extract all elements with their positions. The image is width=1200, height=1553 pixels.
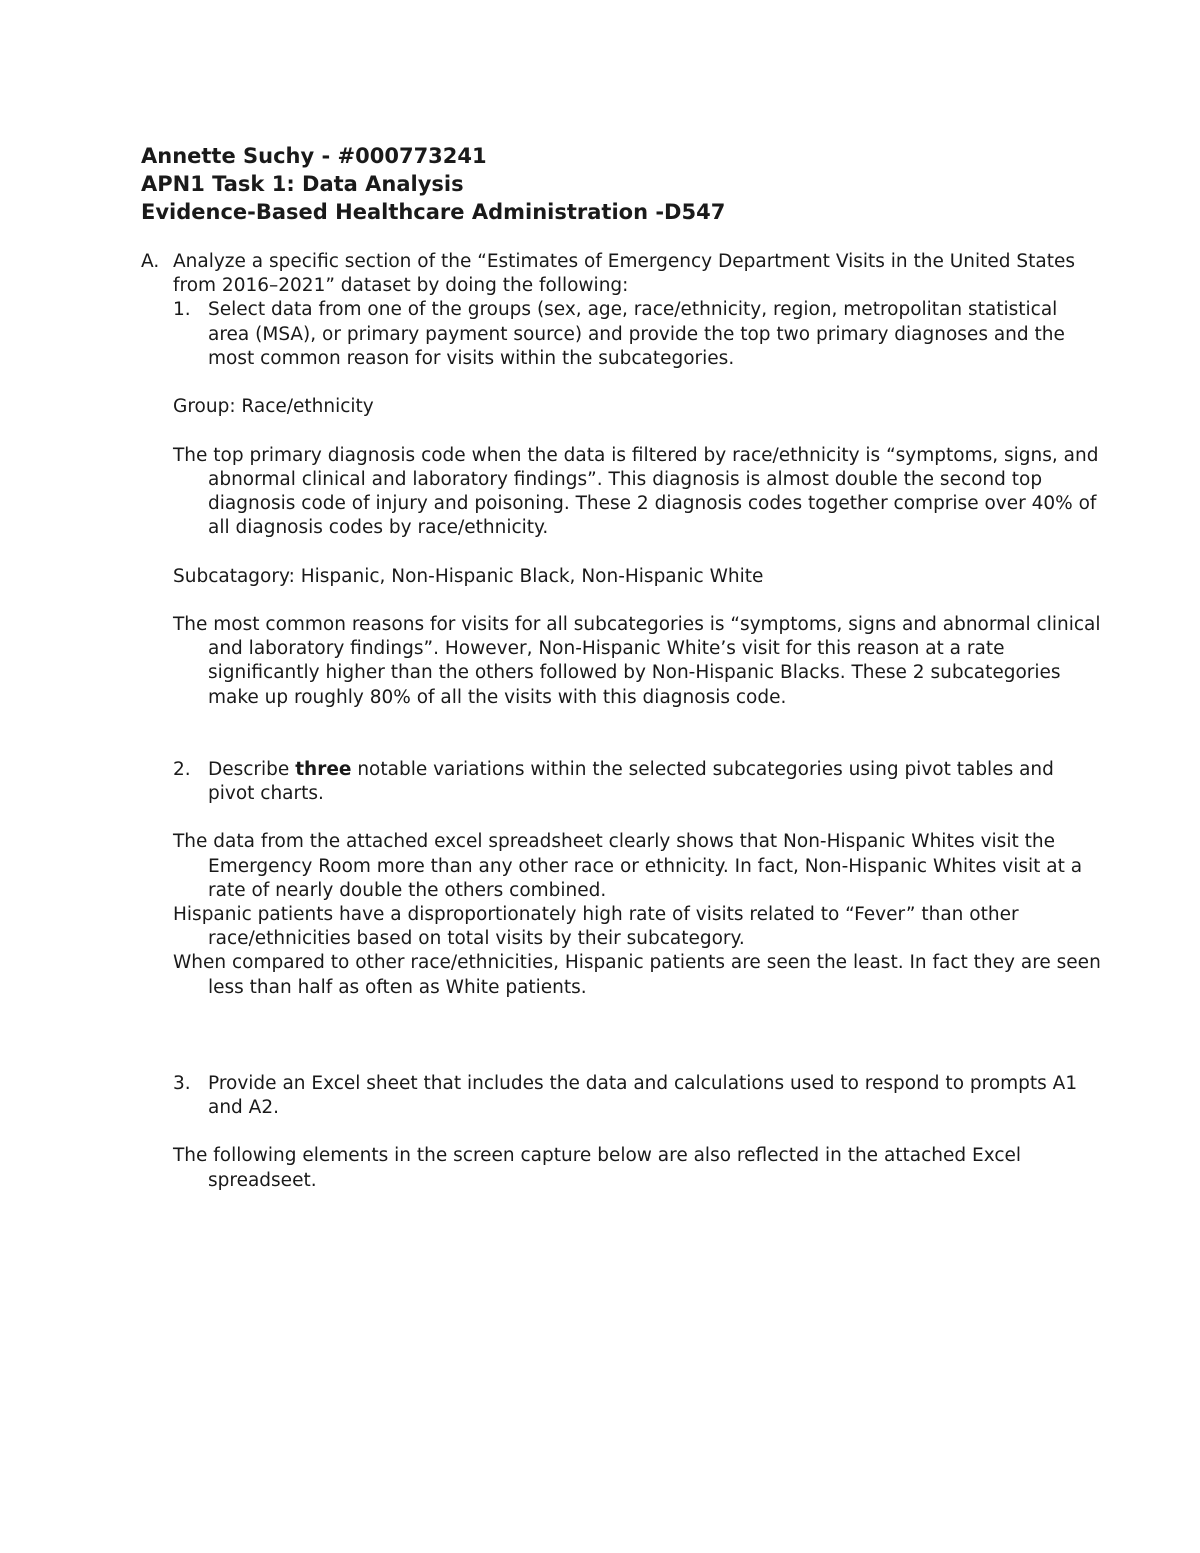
group-line: Group: Race/ethnicity	[173, 396, 374, 418]
document-header	[141, 142, 1101, 226]
subcategory-line: Subcatagory: Hispanic, Non-Hispanic Black, Non-Hispanic White	[173, 565, 764, 587]
author-line: Annette Suchy - #000773241	[141, 144, 487, 168]
prompt-2-marker: 2.	[173, 758, 191, 780]
section-a	[141, 250, 1101, 298]
reasons-paragraph: The most common reasons for visits for all subcategories is “symptoms, signs and abnormal clinical and laboratory findings”. However, Non-Hispanic White’s visit for this reason at a rate significantly higher than the others followed by Non-Hispanic Blacks. These 2 subcategories make up roughly 80% of all the visits with this diagnosis code.	[173, 613, 1101, 708]
prompt-item-2	[173, 758, 1101, 806]
prompt-item-1	[173, 298, 1101, 371]
variation-3-paragraph: When compared to other race/ethnicities, Hispanic patients are seen the least. In fact they are seen less than half as often as White patients.	[173, 952, 1101, 998]
prompt-2-text-before: Describe	[208, 758, 296, 780]
prompt-item-3	[173, 1072, 1101, 1120]
elements-paragraph: The following elements in the screen capture below are also reflected in the attached Excel spreadseet.	[173, 1145, 1022, 1191]
section-a-content	[173, 298, 1101, 1192]
prompt-3-text: Provide an Excel sheet that includes the data and calculations used to respond to prompts A1 and A2.	[208, 1072, 1078, 1119]
prompt-1-text: Select data from one of the groups (sex, age, race/ethnicity, region, metropolitan statistical area (MSA), or primary payment source) and provide the top two primary diagnoses and the most common reason for visits within the subcategories.	[208, 299, 1065, 369]
section-a-text: Analyze a specific section of the “Estimates of Emergency Department Visits in the United States from 2016–2021” dataset by doing the following:	[173, 251, 1076, 297]
task-title: APN1 Task 1: Data Analysis	[141, 172, 464, 196]
course-title: Evidence-Based Healthcare Administration -D547	[141, 200, 726, 224]
diagnosis-paragraph: The top primary diagnosis code when the data is filtered by race/ethnicity is “symptoms, signs, and abnormal clinical and laboratory findings”. This diagnosis is almost double the second top diagnosis code of injury and poisoning. These 2 diagnosis codes together comprise over 40% of all diagnosis codes by race/ethnicity.	[173, 444, 1099, 539]
document-body	[141, 250, 1101, 1193]
prompt-2-text-after: notable variations within the selected subcategories using pivot tables and pivot charts.	[208, 758, 1054, 804]
prompt-2-bold-word: three	[295, 758, 352, 780]
prompt-3-marker: 3.	[173, 1072, 191, 1094]
variation-2-paragraph: Hispanic patients have a disproportionately high rate of visits related to “Fever” than other race/ethnicities based on total visits by their subcategory.	[173, 904, 1019, 950]
section-a-marker: A.	[141, 251, 160, 272]
variation-1-paragraph: The data from the attached excel spreadsheet clearly shows that Non-Hispanic Whites visit the Emergency Room more than any other race or ethnicity. In fact, Non-Hispanic Whites visit at a rate of nearly double the others combined.	[173, 831, 1083, 901]
prompt-1-marker: 1.	[173, 299, 191, 321]
